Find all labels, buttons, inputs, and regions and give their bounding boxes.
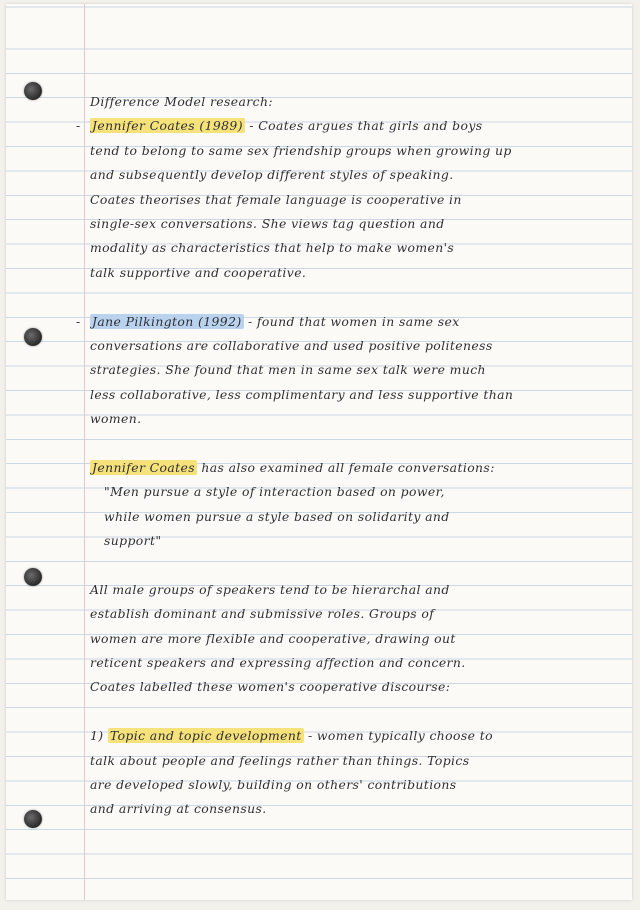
paragraph-line: women are more flexible and cooperative, drawing out (90, 630, 456, 646)
paragraph-line: has also examined all female conversations: (197, 459, 495, 475)
researcher-name-highlight: Jennifer Coates (1989) (92, 118, 243, 134)
paragraph-line: modality as characteristics that help to make women's (90, 240, 455, 256)
paragraph-line: tend to belong to same sex friendship groups when growing up (90, 142, 512, 158)
bullet-dash: - (76, 118, 81, 134)
paragraph-line: - women typically choose to (303, 728, 493, 744)
paragraph-line: single-sex conversations. She views tag question and (90, 215, 445, 231)
quote-line: support" (104, 533, 162, 549)
bullet-dash: - (76, 313, 81, 329)
notes-heading: Difference Model research: (90, 94, 273, 109)
paragraph-line: conversations are collaborative and used positive politeness (90, 337, 493, 353)
coates-quote-paragraph (90, 456, 630, 554)
paragraph-line: All male groups of speakers tend to be hierarchal and (90, 581, 450, 597)
quote-line: while women pursue a style based on solidarity and (104, 508, 450, 524)
researcher-name-highlight: Jane Pilkington (1992) (92, 313, 242, 329)
point-number: 1) (90, 728, 104, 744)
notebook-page (6, 4, 632, 900)
paragraph-line: - Coates argues that girls and boys (244, 118, 483, 134)
pilkington-1992-paragraph (76, 310, 630, 432)
punch-hole (24, 568, 42, 586)
quote-line: "Men pursue a style of interaction based on power, (104, 484, 445, 500)
margin-line (84, 4, 85, 900)
paragraph-line: and subsequently develop different styles of speaking. (90, 167, 454, 183)
paragraph-line: women. (90, 411, 142, 427)
coates-1989-paragraph (76, 114, 630, 285)
punch-hole (24, 810, 42, 828)
groups-paragraph (90, 578, 630, 700)
paragraph-line: are developed slowly, building on others' contributions (90, 776, 457, 792)
paragraph-line: and arriving at consensus. (90, 801, 267, 817)
paragraph-line: reticent speakers and expressing affection and concern. (90, 654, 466, 670)
punch-hole (24, 82, 42, 100)
paragraph-line: - found that women in same sex (243, 313, 460, 329)
paragraph-line: Coates labelled these women's cooperative discourse: (90, 679, 451, 695)
paragraph-line: talk supportive and cooperative. (90, 264, 307, 280)
handwritten-notes (76, 90, 630, 822)
paragraph-line: less collaborative, less complimentary and less supportive than (90, 386, 514, 402)
punch-hole (24, 328, 42, 346)
topic-development-paragraph (90, 724, 630, 822)
paragraph-line: talk about people and feelings rather than things. Topics (90, 752, 470, 768)
term-highlight: Topic and topic development (109, 728, 302, 744)
paragraph-line: establish dominant and submissive roles. Groups of (90, 606, 435, 622)
paragraph-line: strategies. She found that men in same sex talk were much (90, 362, 486, 378)
paragraph-line: Coates theorises that female language is cooperative in (90, 191, 462, 207)
researcher-name-highlight: Jennifer Coates (92, 459, 196, 475)
